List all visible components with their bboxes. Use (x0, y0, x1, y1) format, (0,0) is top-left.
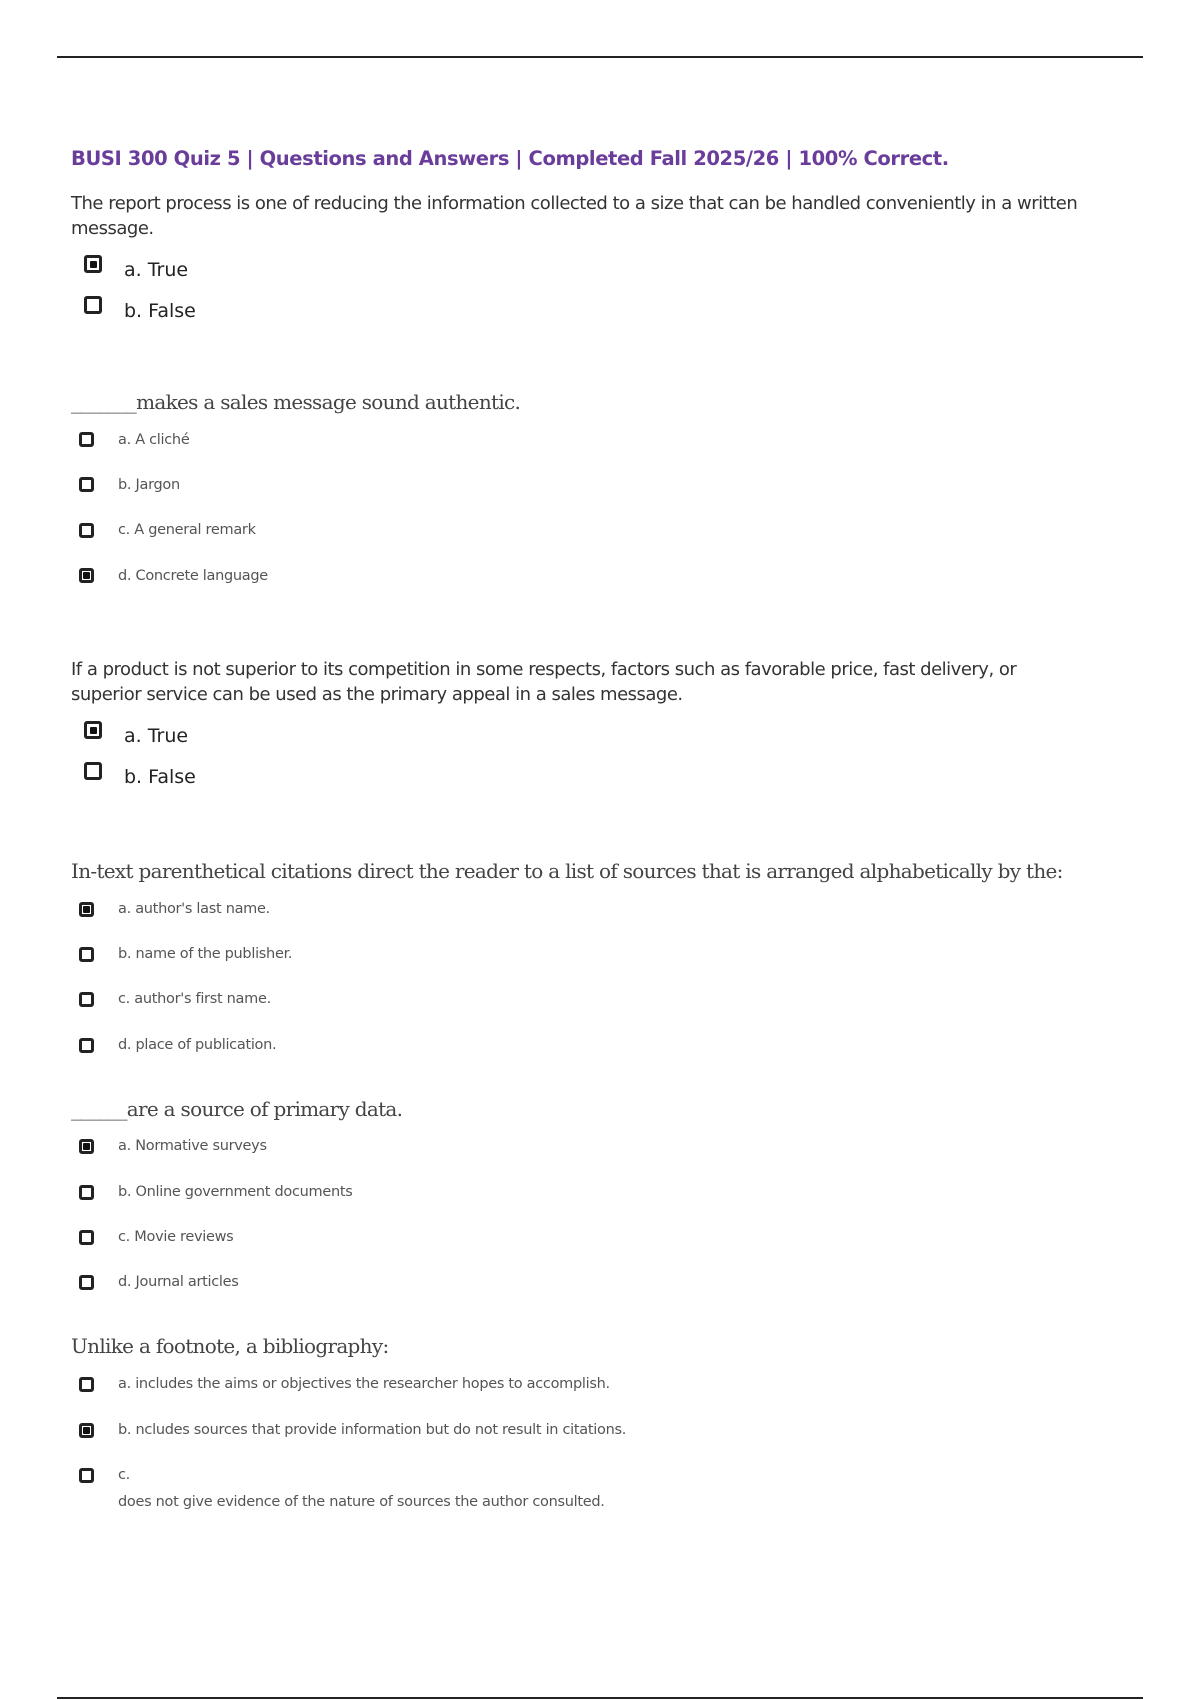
option-label: a. includes the aims or objectives the researcher hopes to accomplish. (118, 1376, 610, 1392)
question-5-text: ______are a source of primary data. (71, 1097, 403, 1121)
question-3-text: If a product is not superior to its competition in some respects, factors such as favorable price, fast delivery, or superior service can be used as the primary appeal in a sales message. (71, 659, 1017, 705)
radio-checkbox[interactable] (84, 296, 102, 314)
option-label: b. False (124, 300, 196, 322)
option-label: d. Concrete language (118, 568, 268, 584)
option-label: c. author's first name. (118, 991, 271, 1007)
option-label: c. (118, 1467, 130, 1483)
option-label: a. Normative surveys (118, 1138, 267, 1154)
header-rule (57, 56, 1143, 58)
radio-checkbox[interactable] (79, 477, 94, 492)
radio-checkbox[interactable] (84, 762, 102, 780)
radio-checkbox[interactable] (79, 1038, 94, 1053)
question-6-text: Unlike a footnote, a bibliography: (71, 1334, 389, 1358)
radio-checkbox[interactable] (79, 432, 94, 447)
option-label: b. False (124, 766, 196, 788)
radio-checkbox[interactable] (79, 992, 94, 1007)
option-label: c. Movie reviews (118, 1229, 234, 1245)
radio-checkbox[interactable] (79, 1139, 94, 1154)
selected-mark (90, 261, 97, 268)
radio-checkbox[interactable] (79, 1185, 94, 1200)
radio-checkbox[interactable] (79, 947, 94, 962)
option-label: d. place of publication. (118, 1037, 277, 1053)
option-label: c. A general remark (118, 522, 256, 538)
footer-rule (57, 1697, 1143, 1699)
radio-checkbox[interactable] (84, 255, 102, 273)
radio-checkbox[interactable] (84, 721, 102, 739)
option-label: a. True (124, 259, 189, 281)
selected-mark (83, 1143, 90, 1150)
selected-mark (83, 572, 90, 579)
option-label: b. Online government documents (118, 1184, 353, 1200)
option-label: b. Jargon (118, 477, 180, 493)
option-label: a. A cliché (118, 432, 190, 448)
selected-mark (90, 727, 97, 734)
radio-checkbox[interactable] (79, 568, 94, 583)
question-2-text: _______makes a sales message sound authentic. (71, 390, 521, 414)
radio-checkbox[interactable] (79, 902, 94, 917)
document-title: BUSI 300 Quiz 5 | Questions and Answers | Completed Fall 2025/26 | 100% Correct. (71, 147, 949, 170)
question-1-text: The report process is one of reducing the information collected to a size that can be handled conveniently in a written message. (71, 193, 1078, 239)
option-continuation-text: does not give evidence of the nature of sources the author consulted. (118, 1494, 605, 1510)
option-label: b. ncludes sources that provide information but do not result in citations. (118, 1422, 627, 1438)
option-label: d. Journal articles (118, 1274, 239, 1290)
radio-checkbox[interactable] (79, 1377, 94, 1392)
option-label: a. True (124, 725, 189, 747)
radio-checkbox[interactable] (79, 1423, 94, 1438)
question-4-text: In-text parenthetical citations direct the reader to a list of sources that is arranged alphabetically by the: (71, 859, 1063, 883)
option-label: b. name of the publisher. (118, 946, 293, 962)
selected-mark (83, 906, 90, 913)
radio-checkbox[interactable] (79, 1275, 94, 1290)
radio-checkbox[interactable] (79, 1468, 94, 1483)
radio-checkbox[interactable] (79, 523, 94, 538)
option-label: a. author's last name. (118, 901, 270, 917)
selected-mark (83, 1427, 90, 1434)
radio-checkbox[interactable] (79, 1230, 94, 1245)
